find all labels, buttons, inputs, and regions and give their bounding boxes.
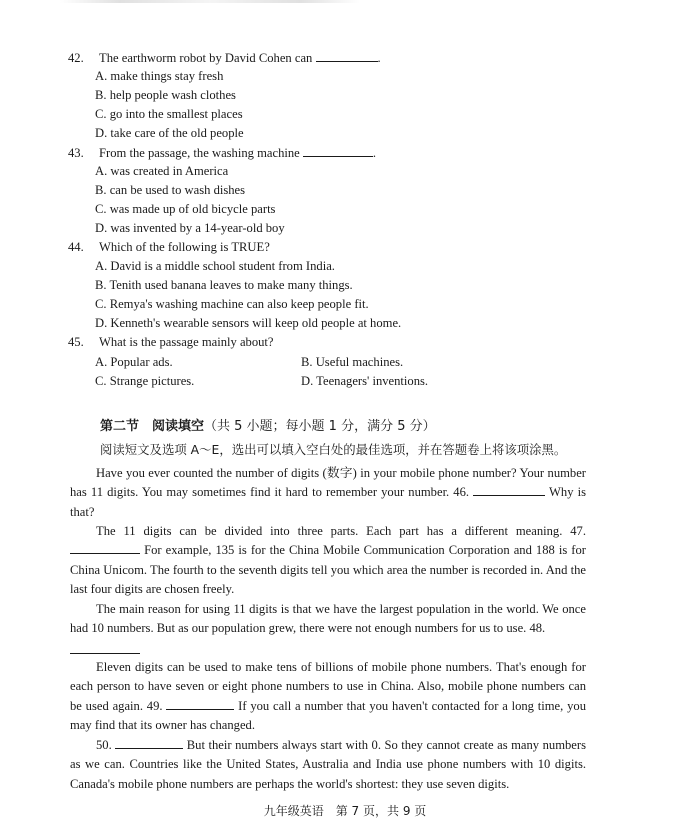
answer-blank-49 <box>166 697 234 710</box>
section-title-main: 第二节 阅读填空 <box>100 419 205 434</box>
question-44-option-c: C. Remya's washing machine can also keep people fit. <box>95 297 369 311</box>
answer-blank <box>303 144 373 157</box>
paragraph-text: Have you ever counted the number of digits (数字) in your mobile phone number? Your number has 11 digits. You may sometimes find it hard to remember your number. 46. <box>70 466 586 500</box>
answer-blank <box>316 49 378 62</box>
question-42-stem <box>68 49 381 66</box>
question-44-option-b: B. Tenith used banana leaves to make many things. <box>95 278 353 292</box>
question-42-option-d: D. take care of the old people <box>95 126 244 140</box>
question-text: From the passage, the washing machine <box>99 146 300 160</box>
answer-blank-48 <box>70 653 140 654</box>
question-suffix: . <box>372 146 377 160</box>
question-43-option-c: C. was made up of old bicycle parts <box>95 202 276 216</box>
paragraph-text: For example, 135 is for the China Mobile Communication Corporation and 188 is for China Unicom. The fourth to the seventh digits tell you which area the number is recorded in. And the last four digits are chosen freely. <box>70 543 586 597</box>
paragraph-text: The 11 digits can be divided into three parts. Each part has a different meaning. 47. <box>96 524 586 538</box>
question-number: 43. <box>68 146 84 160</box>
paragraph-text: 50. <box>96 738 112 752</box>
question-43-option-b: B. can be used to wash dishes <box>95 183 246 197</box>
question-44-option-a: A. David is a middle school student from India. <box>95 259 335 273</box>
answer-blank-46 <box>473 483 545 496</box>
paragraph-text: Eleven digits can be used to make tens of billions of mobile phone numbers. That's enough for each person to have seven or eight phone numbers to use in China. Also, mobile phone numbers can be used again. 49. <box>70 660 586 713</box>
page-footer: 九年级英语 第 7 页，共 9 页 <box>263 804 427 818</box>
question-text: What is the passage mainly about? <box>99 335 274 349</box>
paragraph-text: The main reason for using 11 digits is that we have the largest population in the world. We once had 10 numbers. But as our population grew, there were not enough numbers for us to use. 48. <box>70 602 586 636</box>
scan-artifact <box>60 0 360 3</box>
question-44-stem <box>68 239 270 255</box>
question-45-option-b: B. Useful machines. <box>301 355 404 369</box>
section-title <box>100 415 436 434</box>
question-44-option-d: D. Kenneth's wearable sensors will keep old people at home. <box>95 316 402 330</box>
question-43-stem <box>68 144 376 161</box>
question-42-option-b: B. help people wash clothes <box>95 88 236 102</box>
question-45-option-d: D. Teenagers' inventions. <box>301 374 429 388</box>
answer-blank-50 <box>115 736 183 749</box>
question-number: 45. <box>68 335 84 349</box>
question-45-stem <box>68 334 274 350</box>
paragraph-text: But their numbers always start with 0. So they cannot create as many numbers as we can. Countries like the United States, Australia and India use phone numbers with 10 digits. Canada's mobile phone numbers are perhaps the world's shortest: they use seven digits. <box>70 738 586 791</box>
question-45-option-a: A. Popular ads. <box>95 355 173 369</box>
passage-paragraph-2 <box>70 522 586 600</box>
answer-blank-47 <box>70 541 140 554</box>
question-text: Which of the following is TRUE? <box>99 240 270 254</box>
question-43-option-a: A. was created in America <box>95 164 229 178</box>
question-number: 42. <box>68 51 84 65</box>
question-43-option-d: D. was invented by a 14-year-old boy <box>95 221 285 235</box>
passage-paragraph-5 <box>70 736 586 794</box>
section-title-detail: （共 5 小题；每小题 1 分，满分 5 分） <box>204 419 436 434</box>
passage-paragraph-1 <box>70 464 586 522</box>
question-text: The earthworm robot by David Cohen can <box>99 51 313 65</box>
question-42-option-c: C. go into the smallest places <box>95 107 243 121</box>
question-suffix: . <box>377 51 381 65</box>
paragraph-text: If you call a number that you haven't contacted for a long time, you may find that its owner has changed. <box>70 698 586 733</box>
passage-paragraph-3 <box>70 600 586 639</box>
passage-paragraph-4 <box>70 658 586 736</box>
section-instruction: 阅读短文及选项 A～E，选出可以填入空白处的最佳选项，并在答题卷上将该项涂黑。 <box>100 442 567 457</box>
question-number: 44. <box>68 240 84 254</box>
paragraph-text: Why is that? <box>70 485 587 519</box>
question-42-option-a: A. make things stay fresh <box>95 69 224 83</box>
question-45-option-c: C. Strange pictures. <box>95 374 195 388</box>
